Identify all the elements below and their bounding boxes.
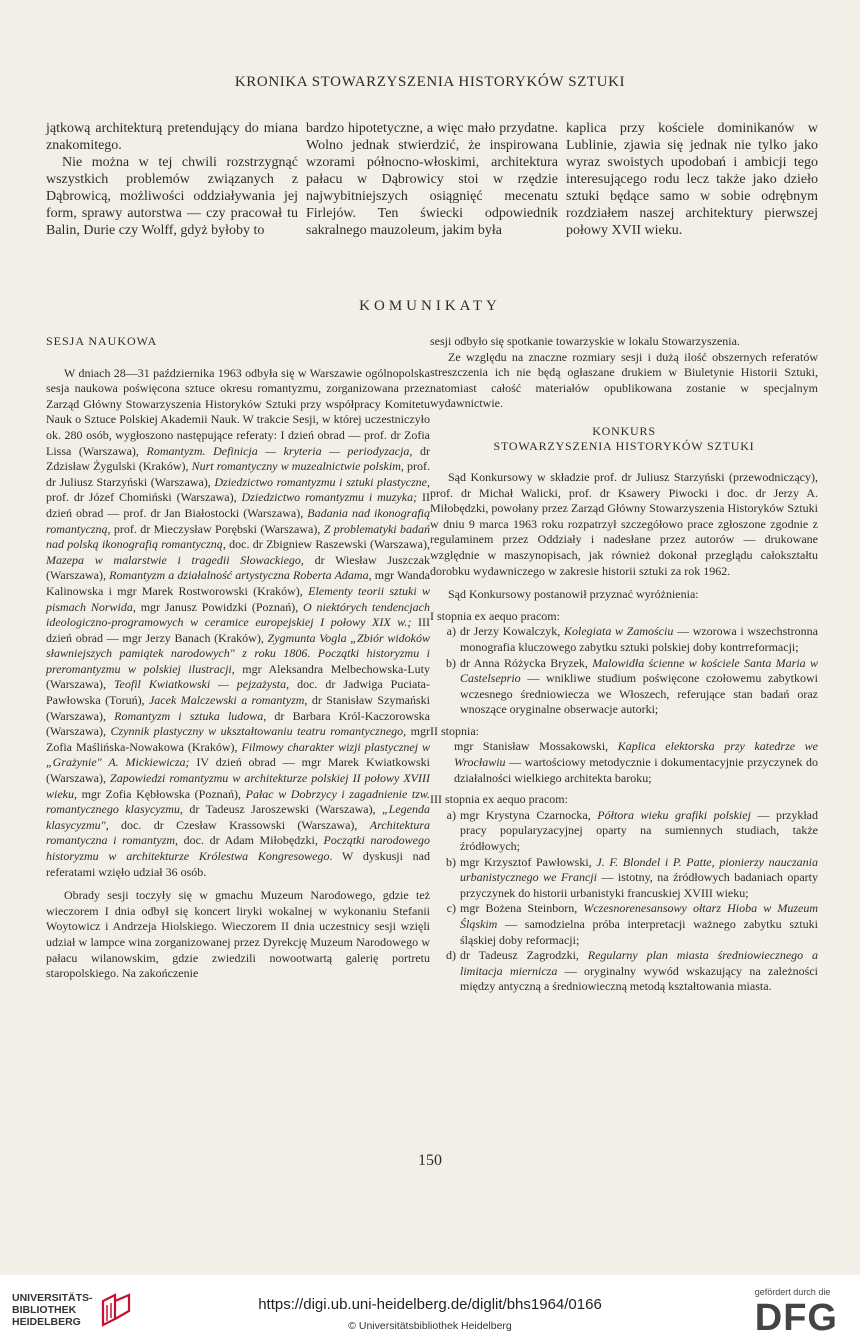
- footer: [0, 1275, 860, 1344]
- dfg-wordmark: DFG: [754, 1297, 838, 1339]
- copyright-notice: © Universitätsbibliothek Heidelberg: [348, 1320, 512, 1332]
- award-note: — przykład pracy popularyzacyjnej oparty na sumiennych studiach, także źródłowych;: [460, 807, 819, 854]
- paper-title: Dziedzictwo romantyzmu i muzyka;: [241, 490, 418, 505]
- left-column: [46, 334, 430, 995]
- session-text: , mgr Zofia Maślińska-Nowakowa (Kraków),: [46, 724, 430, 754]
- award-item-text: [460, 808, 818, 855]
- intro-paragraph: kaplica przy kościele dominikanów w Lublinie, zjawia się jednak nie tylko jako wyraz swoistych upodobań i ambicji tego interesującego rodu lecz także jako dzieło sztuki będące samo w sobie odrębnym rozdziałem naszej architektury pierwszej połowy XVII wieku.: [566, 121, 818, 238]
- university-library-logo[interactable]: [12, 1291, 135, 1329]
- university-library-name: [12, 1292, 93, 1328]
- session-text: III dzień obrad — mgr Jerzy Banach (Kraków),: [46, 615, 430, 645]
- award-title: Regularny plan miasta średniowiecznego a limitacja miernicza: [460, 948, 818, 978]
- main-columns: [46, 334, 818, 995]
- award-item-label: a): [446, 624, 456, 639]
- award-item-label: b): [446, 655, 456, 670]
- award-note: — wnikliwe studium poświęcone czołowemu zabytkowi wczesnego średniowiecza we Włoszech, referujące stan badań oraz wnoszące oryginalne obserwacje autorki;: [460, 671, 818, 717]
- session-text: , mgr Zofia Kębłowska (Poznań),: [74, 786, 246, 801]
- paper-title: Badania nad ikonografią romantyczną: [46, 505, 430, 536]
- intro-column-3: [566, 120, 818, 239]
- paper-title: Mazepa w malarstwie i tragedii Słowackiego: [46, 552, 301, 567]
- session-text: , dr Zdzisław Żygulski (Kraków),: [46, 443, 430, 474]
- award-note: — wzorowa i wszechstronna monografia kluczowego zabytku sztuki polskiej doby kontrreformacji;: [460, 624, 818, 654]
- award-title: Malowidła ścienne w kościele Santa Maria w Castelseprio: [460, 655, 818, 686]
- session-text: , doc. dr Jadwiga Puciata-Pawłowska (Toruń),: [46, 677, 430, 708]
- award-item-text: [460, 624, 818, 655]
- award-item-label: a): [446, 807, 456, 822]
- award-title: J. F. Blondel i P. Patte, pionierzy nauczania urbanistycznego we Francji: [460, 854, 818, 885]
- award-item-text: [460, 901, 818, 948]
- konkurs-awards-intro: Sąd Konkursowy postanowił przyznać wyróżnienia:: [448, 587, 699, 602]
- award-author: mgr Krzysztof Pawłowski,: [460, 854, 597, 869]
- konkurs-paragraph: Sąd Konkursowy w składzie prof. dr Juliusz Starzyński (przewodniczący), prof. dr Michał Walicki, prof. dr Ksawery Piwocki i doc. dr Jerzy A. Miłobędzki, powołany przez Zarząd Główny Stowarzyszenia Historyków Sztuki w dniu 9 marca 1963 roku rozpatrzył szczegółowo prace zgłoszone zgodnie z regulaminem przez Oddziały i nadesłane przez autorów — drukowane względnie w maszynopisach, jak również dokonał przeglądu całokształtu dorobku wydawniczego w zakresie historii sztuki za rok 1962.: [430, 469, 818, 578]
- paper-title: Teofil Kwiatkowski — pejzażysta: [113, 677, 287, 692]
- session-text: IV dzień obrad — mgr Marek Kwiatkowski (Warszawa),: [46, 755, 430, 786]
- session-text: , mgr Aleksandra Melbechowska-Luty (Warszawa),: [46, 661, 430, 692]
- paper-title: Początki narodowego historyzmu w architekturze Królestwa Kongresowego: [46, 833, 431, 863]
- award-title: Wczesnorenesansowy ołtarz Hioba w Muzeum Śląskim: [460, 901, 818, 931]
- paper-title: Zygmunta Vogla „Zbiór widoków sławniejszych pamiątek narodowych" z roku 1806. Początki historyzmu i preromantyzmu w polskiej ilustracji: [46, 630, 430, 676]
- konkurs-heading-line-1: KONKURS: [592, 423, 656, 438]
- session-paragraph-4: Ze względu na znaczne rozmiary sesji i dużą ilość obszernych referatów streszczenia ich nie będą ogłaszane drukiem w Biuletynie Historii Sztuki, natomiast całość materiałów opublikowana zostanie w specjalnym wydawnictwie.: [430, 349, 818, 411]
- award-author: mgr Bożena Steinborn,: [460, 901, 584, 916]
- session-text: . W dyskusji nad referatami wzięło udział 36 osób.: [46, 849, 430, 879]
- session-text: , prof. dr Józef Chomiński (Warszawa),: [46, 474, 430, 505]
- award-item-label: d): [446, 948, 456, 963]
- konkurs-heading: [430, 424, 818, 454]
- award-item: [430, 901, 818, 948]
- award-author: dr Tadeusz Zagrodzki,: [460, 948, 588, 963]
- paper-title: Filmowy charakter wizji plastycznej w „Grażynie" A. Mickiewicza;: [46, 739, 430, 770]
- dfg-logo[interactable]: [755, 1287, 838, 1337]
- session-text: , prof. dr Juliusz Starzyński (Warszawa),: [46, 459, 430, 489]
- intro-paragraph: bardzo hipotetyczne, a więc mało przydatne. Wolno jednak stwierdzić, że inspirowana wzorami północno-włoskimi, architektura pałacu w Dąbrowicy stoi w rzędzie najwybitniejszych osiągnięć mecenatu Firlejów. Ten świecki odpowiednik sakralnego mauzoleum, jakim była: [306, 121, 558, 238]
- intro-column-1: [46, 120, 298, 239]
- award-note: — samodzielna próba interpretacji ważnego zabytku sztuki śląskiej doby reformacji;: [460, 917, 818, 947]
- paper-title: Nurt romantyczny w muzealnictwie polskim: [191, 459, 401, 474]
- session-text: , doc. dr Adam Miłobędzki,: [175, 833, 324, 848]
- paper-title: Dziedzictwo romantyzmu i sztuki plastyczne: [214, 474, 427, 489]
- logo-line-3: HEIDELBERG: [12, 1316, 81, 1328]
- award-note: — oryginalny wywód wskazujący na zależności między antyczną a średniowieczną metodą kształtowania miasta.: [460, 963, 818, 994]
- permalink-url[interactable]: https://digi.ub.uni-heidelberg.de/diglit/bhs1964/0166: [258, 1296, 602, 1313]
- paper-title: Architektura romantyczna i romantyzm: [46, 817, 430, 848]
- intro-column-2: [306, 120, 558, 239]
- session-text: , mgr Janusz Powidzki (Poznań),: [132, 599, 304, 614]
- award-author: dr Jerzy Kowalczyk,: [460, 624, 564, 639]
- logo-line-2: BIBLIOTHEK: [12, 1304, 77, 1316]
- award-note: — wartościowy metodycznie i dokumentacyjnie przyczynek do działalności wielkiego architekta baroku;: [454, 755, 818, 785]
- paper-title: Czynnik plastyczny w ukształtowaniu teatru romantycznego: [110, 724, 404, 739]
- session-text: , doc. dr Czesław Krassowski (Warszawa),: [105, 817, 370, 832]
- paper-title: Pałac w Dobrzycy i zagadnienie tzw. romantycznego klasycyzmu: [46, 786, 431, 817]
- konkurs-heading-line-2: STOWARZYSZENIA HISTORYKÓW SZTUKI: [493, 438, 755, 453]
- award-item: [430, 624, 818, 655]
- award-level-3: III stopnia ex aequo pracom:: [430, 792, 568, 807]
- paper-title: Z problematyki badań nad polską ikonografią romantyczną: [46, 521, 430, 552]
- award-item-label: c): [446, 901, 456, 916]
- book-emblem-icon: [99, 1291, 135, 1329]
- session-text: , dr Barbara Król-Kaczorowska (Warszawa),: [46, 708, 431, 739]
- paper-title: „Legenda klasycyzmu": [46, 802, 430, 832]
- paper-title: O niektórych tendencjach ideologiczno-programowych w ceramice europejskiej I połowy XIX w.;: [46, 599, 431, 630]
- section-title: KOMUNIKATY: [359, 298, 501, 314]
- session-paragraph-1: [46, 366, 430, 881]
- intro-paragraph: Nie można w tej chwili rozstrzygnąć wszystkich problemów związanych z Dąbrowicą, możliwości oddziaływania jej form, sprawy autorstwa — czy pracował tu Balin, Durie czy Wolff, gdyż byłoby to: [46, 155, 298, 238]
- session-text: , dr Wiesław Juszczak (Warszawa),: [46, 552, 430, 583]
- award-level-2: II stopnia:: [430, 723, 479, 738]
- award-item: [430, 656, 818, 718]
- session-text: , dr Stanisław Szymański (Warszawa),: [46, 693, 430, 723]
- award-title: Kaplica elektorska przy katedrze we Wrocławiu: [454, 739, 818, 770]
- award-item-text: [460, 948, 818, 995]
- session-text: , prof. dr Mieczysław Porębski (Warszawa),: [107, 521, 324, 536]
- award-item: [430, 855, 818, 902]
- award-item-text: [430, 739, 818, 786]
- award-item-text: [460, 855, 818, 902]
- page-number: 150: [418, 1152, 442, 1169]
- session-text: , mgr Wanda Kalinowska i mgr Marek Rostworowski (Kraków),: [46, 568, 430, 598]
- award-author: mgr Stanisław Mossakowski,: [454, 739, 618, 754]
- paper-title: Romantyzm a działalność artystyczna Roberta Adama: [109, 568, 369, 583]
- session-text: W dniach 28—31 października 1963 odbyła się w Warszawie ogólnopolska sesja naukowa poświęcona sztuce okresu romantyzmu, zorganizowana przez Zarząd Główny Stowarzyszenia Historyków Sztuki przy współpracy Komitetu Nauk o Sztuce Polskiej Akademii Nauk. W trakcie Sesji, w której uczestniczyło ok. 280 osób, wygłoszono następujące referaty: I dzień obrad — prof. dr Zofia Lissa (Warszawa),: [46, 365, 430, 458]
- session-paragraph-3: sesji odbyło się spotkanie towarzyskie w lokalu Stowarzyszenia.: [430, 334, 740, 348]
- paper-title: Jacek Malczewski a romantyzm: [148, 693, 305, 708]
- award-item-text: [460, 656, 818, 718]
- paper-title: Romantyzm. Definicja — kryteria — periodyzacja: [146, 443, 410, 458]
- dfg-funding-note: gefördert durch die: [754, 1287, 831, 1297]
- award-author: dr Anna Różycka Bryzek,: [460, 655, 593, 670]
- session-text: , doc. dr Zbigniew Raszewski (Warszawa),: [222, 537, 430, 552]
- award-level-1: I stopnia ex aequo pracom:: [430, 608, 560, 623]
- award-note: — istotny, na źródłowych badaniach oparty przyczynek do historii urbanistyki francuskiej XVIII wieku;: [460, 870, 818, 900]
- logo-line-1: UNIVERSITÄTS-: [12, 1292, 93, 1304]
- session-paragraph-2: Obrady sesji toczyły się w gmachu Muzeum Narodowego, gdzie też wieczorem I dnia odbył się koncert liryki wokalnej w wykonaniu Stefanii Woytowicz i Andrzeja Hiolskiego. Wieczorem II dnia uczestnicy sesji wzięli udział w lampce wina zorganizowanej przez Dyrekcję Muzeum Narodowego w pałacu wilanowskim, gdzie zwiedzili nowootwartą galerię portretu staropolskiego. Na zakończenie: [46, 888, 430, 981]
- session-text: II dzień obrad — prof. dr Jan Białostocki (Warszawa),: [46, 490, 430, 520]
- award-item: [430, 948, 818, 995]
- paper-title: Romantyzm i sztuka ludowa: [114, 708, 264, 723]
- session-text: , dr Tadeusz Jaroszewski (Warszawa),: [179, 802, 382, 817]
- award-title: Półtora wieku grafiki polskiej: [597, 807, 751, 822]
- paper-title: Elementy teorii sztuki w pismach Norwida: [46, 583, 430, 614]
- paper-title: Zapowiedzi romantyzmu w architekturze polskiej II połowy XVIII wieku: [46, 771, 430, 801]
- award-item: [430, 808, 818, 855]
- award-title: Kolegiata w Zamościu: [563, 624, 674, 639]
- intro-paragraph: jątkową architekturą pretendujący do miana znakomitego.: [46, 121, 298, 153]
- right-column: [430, 334, 818, 995]
- intro-columns: [46, 120, 818, 239]
- award-author: mgr Krystyna Czarnocka,: [460, 807, 598, 822]
- award-item-label: b): [446, 854, 456, 869]
- running-head: KRONIKA STOWARZYSZENIA HISTORYKÓW SZTUKI: [234, 74, 626, 90]
- session-heading: SESJA NAUKOWA: [46, 334, 158, 348]
